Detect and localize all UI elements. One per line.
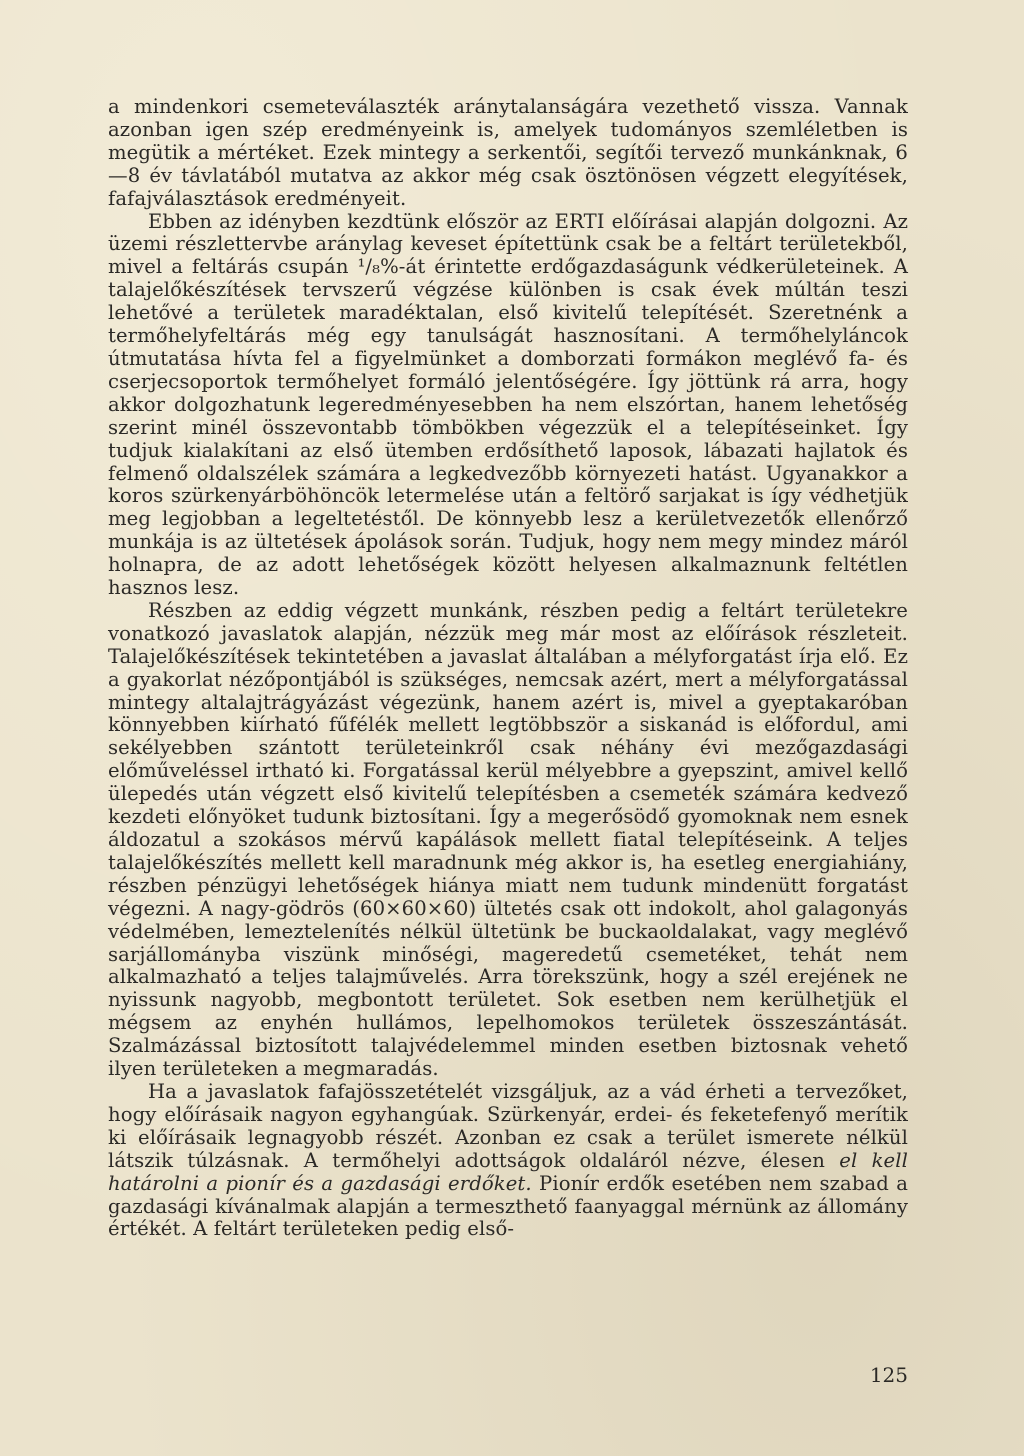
paragraph-4-text-after: Pionír erdők esetében nem szabad a gazdasági kívánalmak alapján a termeszthető faanyaggal mérnünk az állomány értékét. A feltárt területeken pedig első- — [108, 1171, 908, 1241]
paragraph-2: Ebben az idényben kezdtünk először az ERTI előírásai alapján dolgozni. Az üzemi részlettervbe aránylag keveset építettünk csak be a feltárt területekből, mivel a feltárás csupán ¹/₈%-át érintette erdőgazdaságunk védkerületeinek. A talajelőkészítések tervszerű végzése különben is csak évek múltán teszi lehetővé a területek maradéktalan, első kivitelű telepítését. Szeretnénk a termőhelyfeltárás még egy tanulságát hasznosítani. A termőhelyláncok útmutatása hívta fel a figyelmünket a domborzati formákon meglévő fa- és cserjecsoportok termőhelyet formáló jelentőségére. Így jöttünk rá arra, hogy akkor dolgozhatunk legeredményesebben ha nem elszórtan, hanem lehetőség szerint minél összevontabb tömbökben végezzük el a telepítéseinket. Így tudjuk kialakítani az első ütemben erdősíthető laposok, lábazati hajlatok és felmenő oldalszélek számára a legkedvezőbb környezeti hatást. Ugyanakkor a koros szürkenyárböhöncök letermelése után a feltörő sarjakat is így védhetjük meg legjobban a legeltetéstől. De könnyebb lesz a kerületvezetők ellenőrző munkája is az ültetések ápolások során. Tudjuk, hogy nem megy mindez máról holnapra, de az adott lehetőségek között helyesen alkalmaznunk feltétlen hasznos lesz. — [108, 209, 908, 600]
paragraph-1: a mindenkori csemeteválaszték aránytalanságára vezethető vissza. Vannak azonban igen szép eredményeink is, amelyek tudományos szemléletben is megütik a mértéket. Ezek mintegy a serkentői, segítői tervező munkánknak, 6—8 év távlatából mutatva az akkor még csak ösztönösen végzett elegyítések, fafajválasztások eredményeit. — [108, 95, 908, 210]
paragraph-3: Részben az eddig végzett munkánk, részben pedig a feltárt területekre vonatkozó javaslatok alapján, nézzük meg már most az előírások részleteit. Talajelőkészítések tekintetében a javaslat általában a mélyforgatást írja elő. Ez a gyakorlat nézőpontjából is szükséges, nemcsak azért, mert a mélyforgatással mintegy altalajtrágyázást végezünk, hanem azért is, mivel a gyeptakaróban könnyebben kiírható fűfélék mellett legtöbbször a siskanád is előfordul, ami sekélyebben szántott területeinkről csak néhány évi mezőgazdasági előműveléssel irtható ki. Forgatással kerül mélyebbre a gyepszint, amivel kellő ülepedés után végzett első kivitelű telepítésben a csemeték számára kedvező kezdeti előnyöket tudunk biztosítani. Így a megerősödő gyomoknak nem esnek áldozatul a szokásos mérvű kapálások mellett fiatal telepítéseink. A teljes talajelőkészítés mellett kell maradnunk még akkor is, ha esetleg energiahiány, részben pénzügyi lehetőségek hiánya miatt nem tudunk mindenütt forgatást végezni. A nagy-gödrös (60×60×60) ültetés csak ott indokolt, ahol galagonyás védelmében, lemeztelenítés nélkül ültetünk be buckaoldalakat, vagy meglévő sarjállományba viszünk minőségi, mageredetű csemetéket, tehát nem alkalmazható a teljes talajművelés. Arra törekszünk, hogy a szél erejének ne nyissunk nagyobb, megbontott területet. Sok esetben nem kerülhetjük el mégsem az enyhén hullámos, lepelhomokos területek összeszántását. Szalmázással biztosított talajvédelemmel minden esetben biztosnak vehető ilyen területeken a megmaradás. — [108, 598, 908, 1081]
paragraph-4-italic: el kell határolni a pionír és a gazdasági erdőket. — [108, 1148, 908, 1195]
body-text — [108, 96, 908, 1241]
page-number: 125 — [869, 1363, 908, 1387]
paragraph-4-text-before: Ha a javaslatok fafajösszetételét vizsgáljuk, az a vád érheti a tervezőket, hogy előírásaik nagyon egyhangúak. Szürkenyár, erdei- és feketefenyő merítik ki előírásaik legnagyobb részét. Azonban ez csak a terület ismerete nélkül látszik túlzásnak. A termőhelyi adottságok oldaláról nézve, élesen — [108, 1079, 908, 1172]
paragraph-4 — [108, 1081, 908, 1241]
